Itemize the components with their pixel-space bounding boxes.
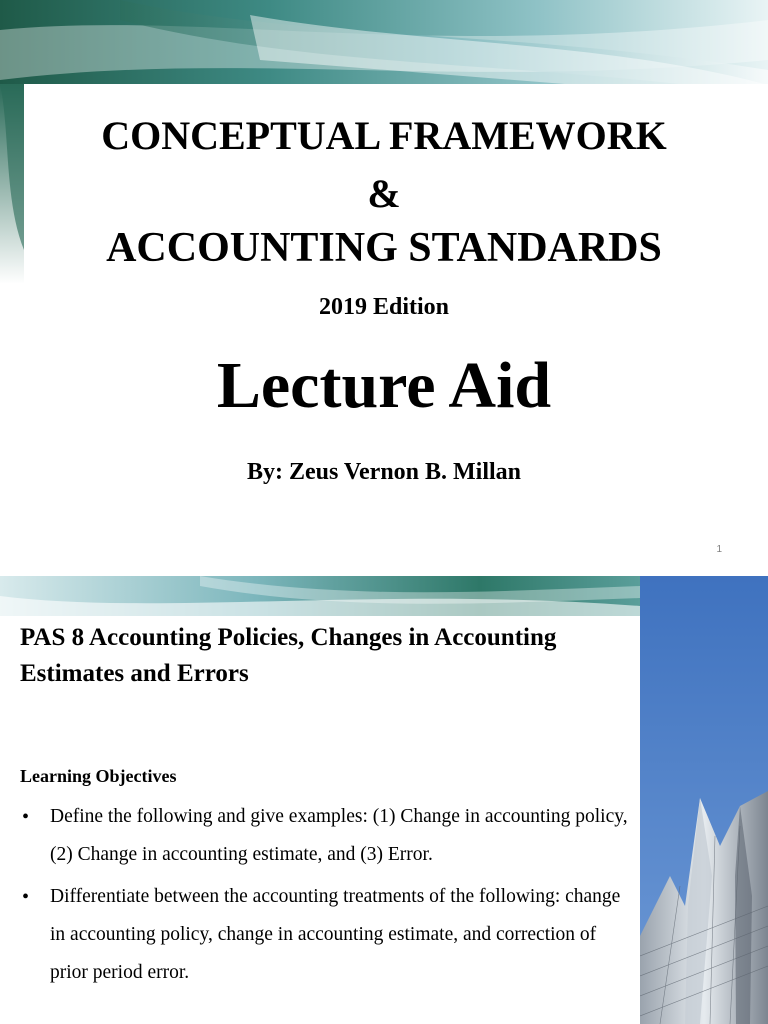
page-number: 1 (716, 544, 722, 555)
slide-title: PAS 8 Accounting Policies, Changes in Accounting Estimates and Errors (20, 624, 557, 687)
edition-label: 2019 Edition (318, 294, 450, 320)
title-line-3: ACCOUNTING STANDARDS (106, 225, 662, 271)
slide-2 (0, 576, 768, 1024)
bullet-dot-icon: • (22, 806, 30, 828)
bullet-dot-icon: • (22, 886, 30, 908)
main-title: Lecture Aid (216, 349, 552, 422)
author-line: By: Zeus Vernon B. Millan (246, 459, 522, 485)
list-item-text: Define the following and give examples: (1) Change in accounting policy, (2) Change in accounting estimate, and (3) Error. (50, 806, 628, 865)
objectives-list (20, 798, 632, 996)
list-item (20, 878, 632, 992)
building-photo (640, 576, 768, 1024)
title-line-1: CONCEPTUAL FRAMEWORK (101, 113, 667, 158)
title-line-2: & (367, 171, 401, 216)
list-item-text: Differentiate between the accounting treatments of the following: change in accounting policy, change in accounting estimate, and correction of prior period error. (50, 886, 621, 983)
learning-objectives-heading: Learning Objectives (20, 766, 177, 786)
list-item (20, 798, 632, 874)
